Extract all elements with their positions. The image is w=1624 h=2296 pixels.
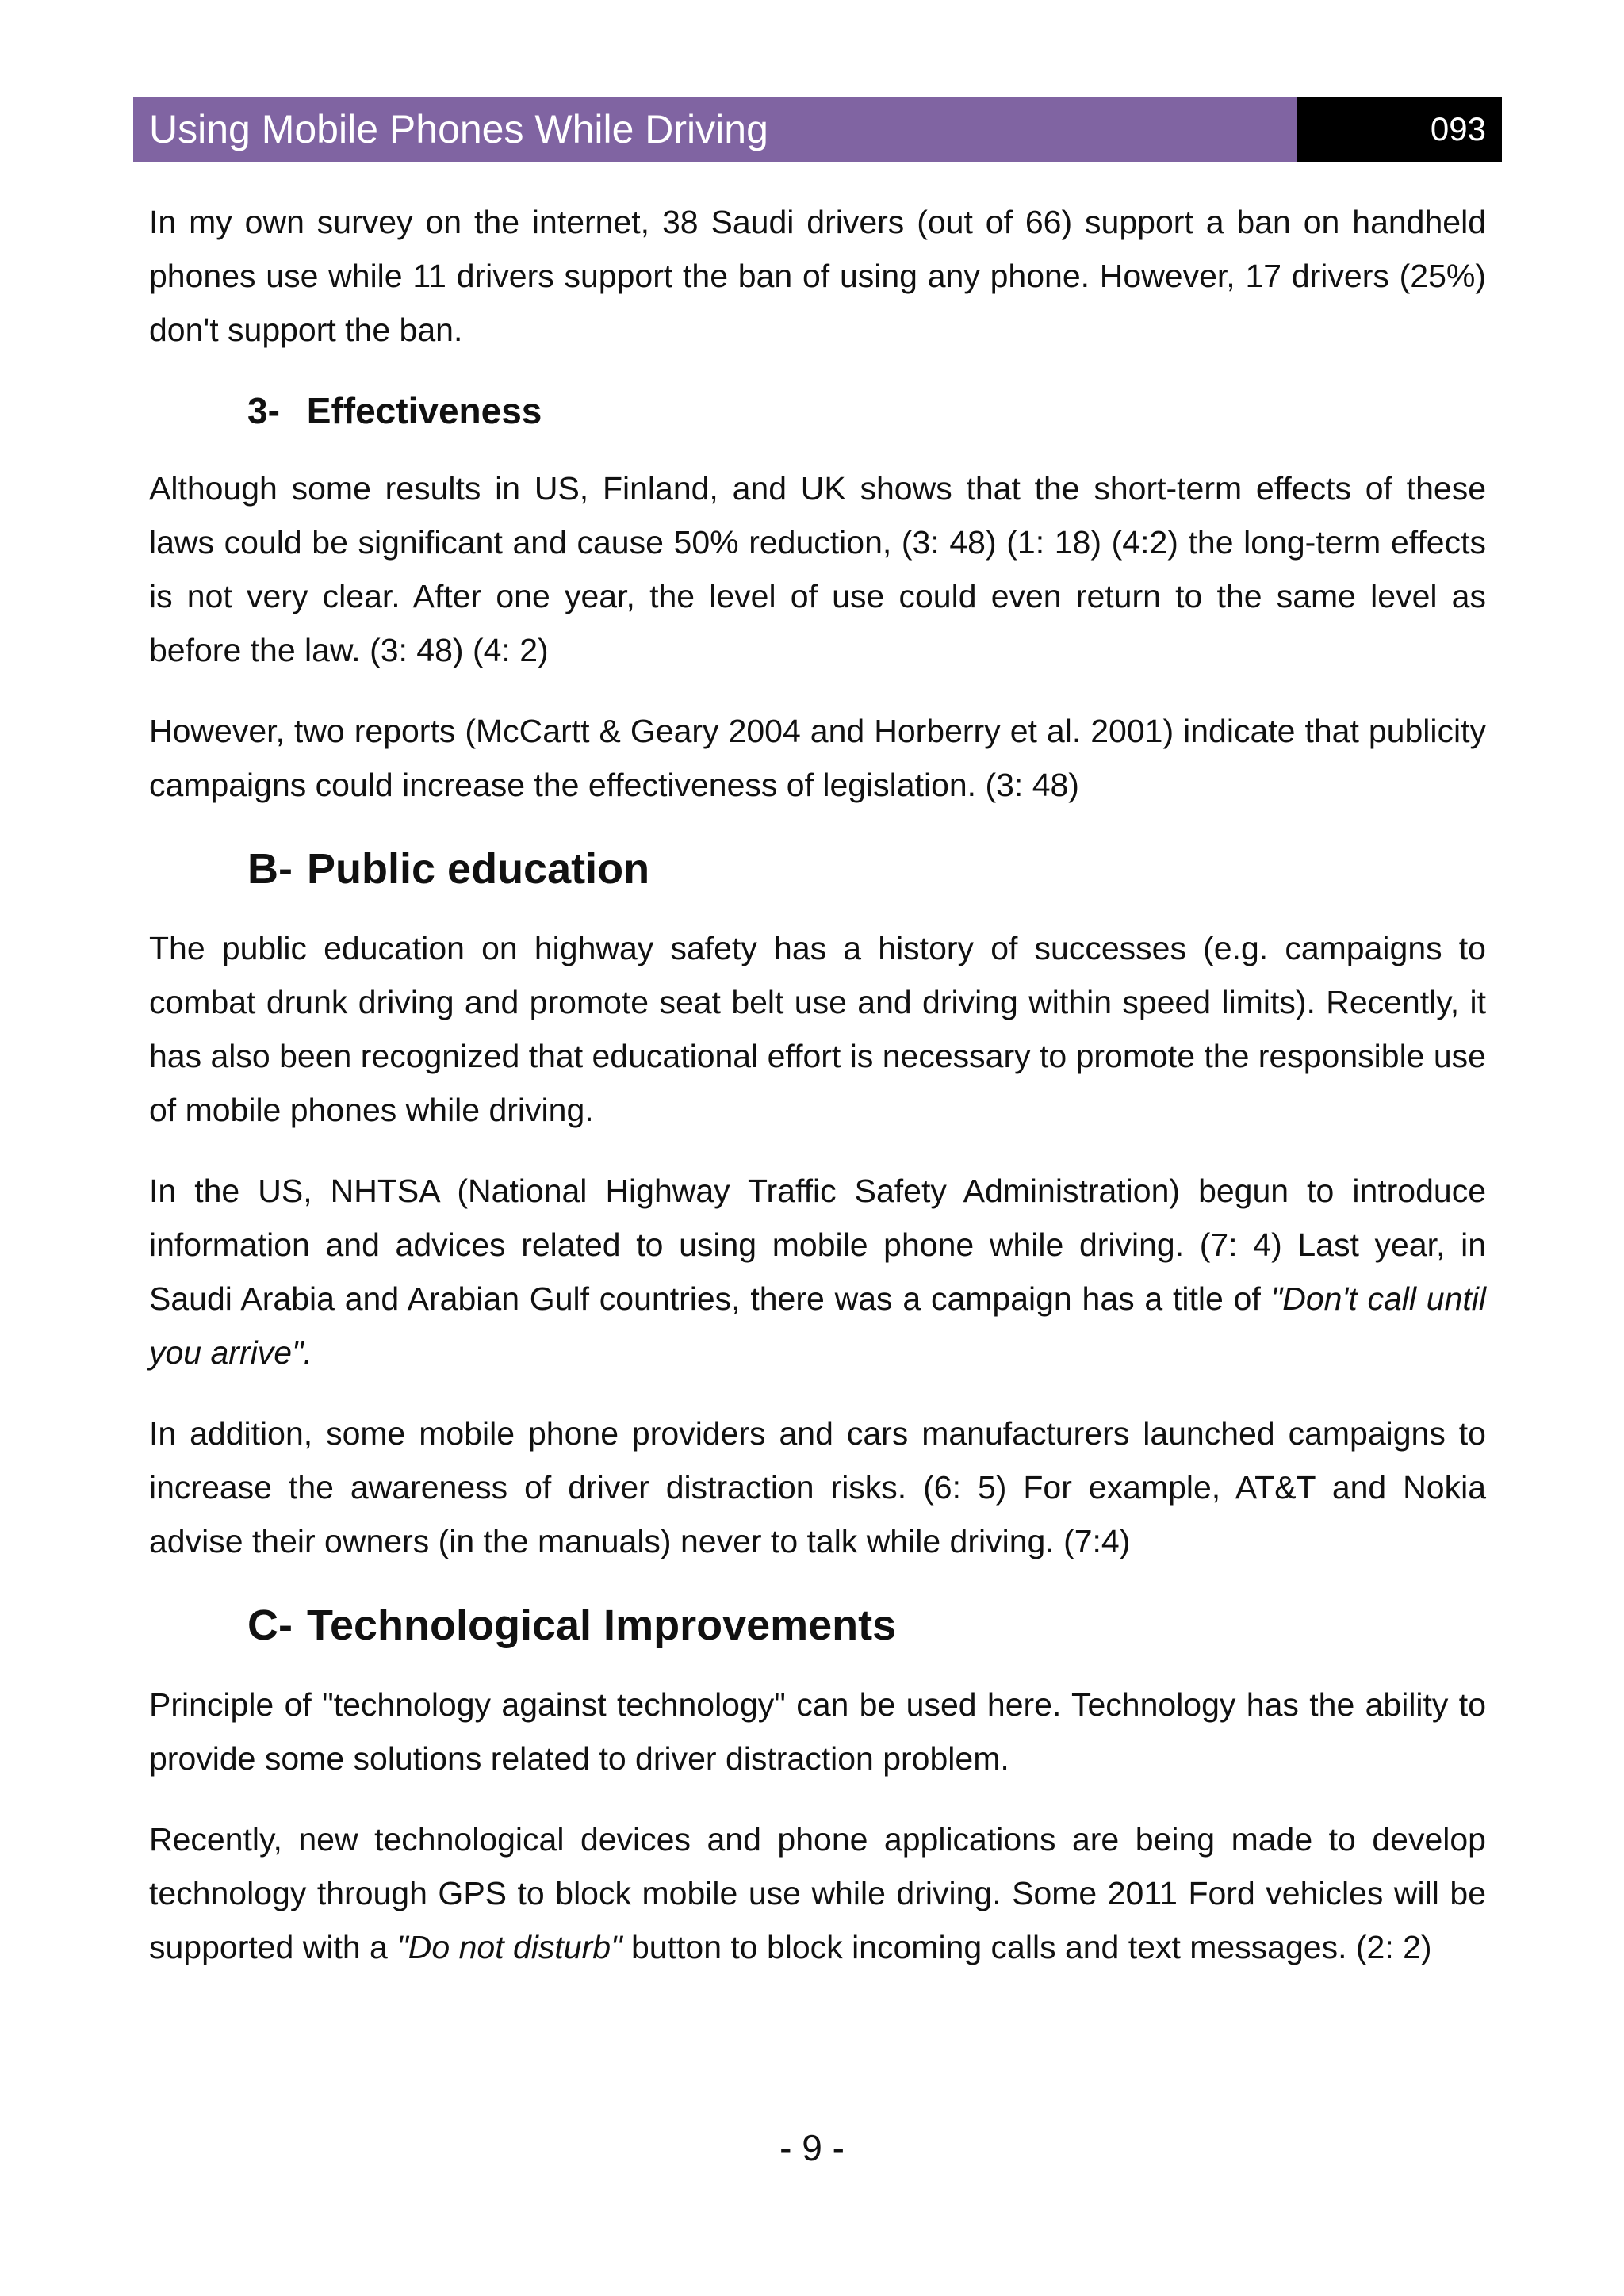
paragraph-providers: In addition, some mobile phone providers and cars manufacturers launched campaigns to increase the awareness of driver distraction risks. (6: 5) For example, AT&T and Nokia advise their owners (in the manuals) never to talk while driving. (7:4) — [149, 1415, 1486, 1559]
document-body — [149, 195, 1486, 2001]
heading-technological-improvements — [247, 1595, 1486, 1655]
button-name-quote: "Do not disturb" — [396, 1929, 622, 1965]
heading-label: Public education — [307, 845, 650, 893]
paragraph-effectiveness: Although some results in US, Finland, and UK shows that the short-term effects of these laws could be significant and cause 50% reduction, (3: 48) (1: 18) (4:2) the long-term effects is not very clear. After one year, the level of use could even return to the same level as before the law. (3: 48) (4: 2) — [149, 470, 1486, 668]
page-header — [133, 97, 1502, 162]
header-page-code: 093 — [1297, 97, 1502, 162]
paragraph-devices — [149, 1812, 1486, 1974]
heading-label: Technological Improvements — [307, 1601, 897, 1649]
paragraph-text: button to block incoming calls and text messages. (2: 2) — [622, 1929, 1432, 1965]
paragraph-survey: In my own survey on the internet, 38 Saudi drivers (out of 66) support a ban on handheld phones use while 11 drivers support the ban of using any phone. However, 17 drivers (25%) don't support the ban. — [149, 204, 1486, 348]
page-number: - 9 - — [779, 2127, 845, 2168]
heading-effectiveness — [247, 384, 1486, 438]
heading-number: B- — [247, 845, 293, 893]
paragraph-nhtsa — [149, 1164, 1486, 1380]
paragraph-text: Recently, new technological devices and phone applications are being made to develop technology through GPS to block mobile use while driving. Some 2011 Ford vehicles will be supported with a — [149, 1821, 1486, 1965]
heading-number: 3- — [247, 390, 280, 431]
heading-public-education — [247, 839, 1486, 899]
paragraph-public-education: The public education on highway safety has a history of successes (e.g. campaigns to combat drunk driving and promote seat belt use and driving within speed limits). Recently, it has also been recognized that educational effort is necessary to promote the responsible use of mobile phones while driving. — [149, 930, 1486, 1128]
heading-number: C- — [247, 1601, 293, 1649]
header-title: Using Mobile Phones While Driving — [133, 97, 1297, 162]
paragraph-reports: However, two reports (McCartt & Geary 2004 and Horberry et al. 2001) indicate that publicity campaigns could increase the effectiveness of legislation. (3: 48) — [149, 713, 1486, 803]
paragraph-text: In the US, NHTSA (National Highway Traffic Safety Administration) begun to introduce information and advices related to using mobile phone while driving. (7: 4) Last year, in Saudi Arabia and Arabian Gulf countries, there was a campaign has a title of — [149, 1173, 1486, 1317]
heading-label: Effectiveness — [306, 390, 542, 431]
paragraph-principle: Principle of "technology against technology" can be used here. Technology has the ability to provide some solutions related to driver distraction problem. — [149, 1686, 1486, 1777]
campaign-title-quote: "Don't call until you arrive". — [149, 1280, 1486, 1371]
